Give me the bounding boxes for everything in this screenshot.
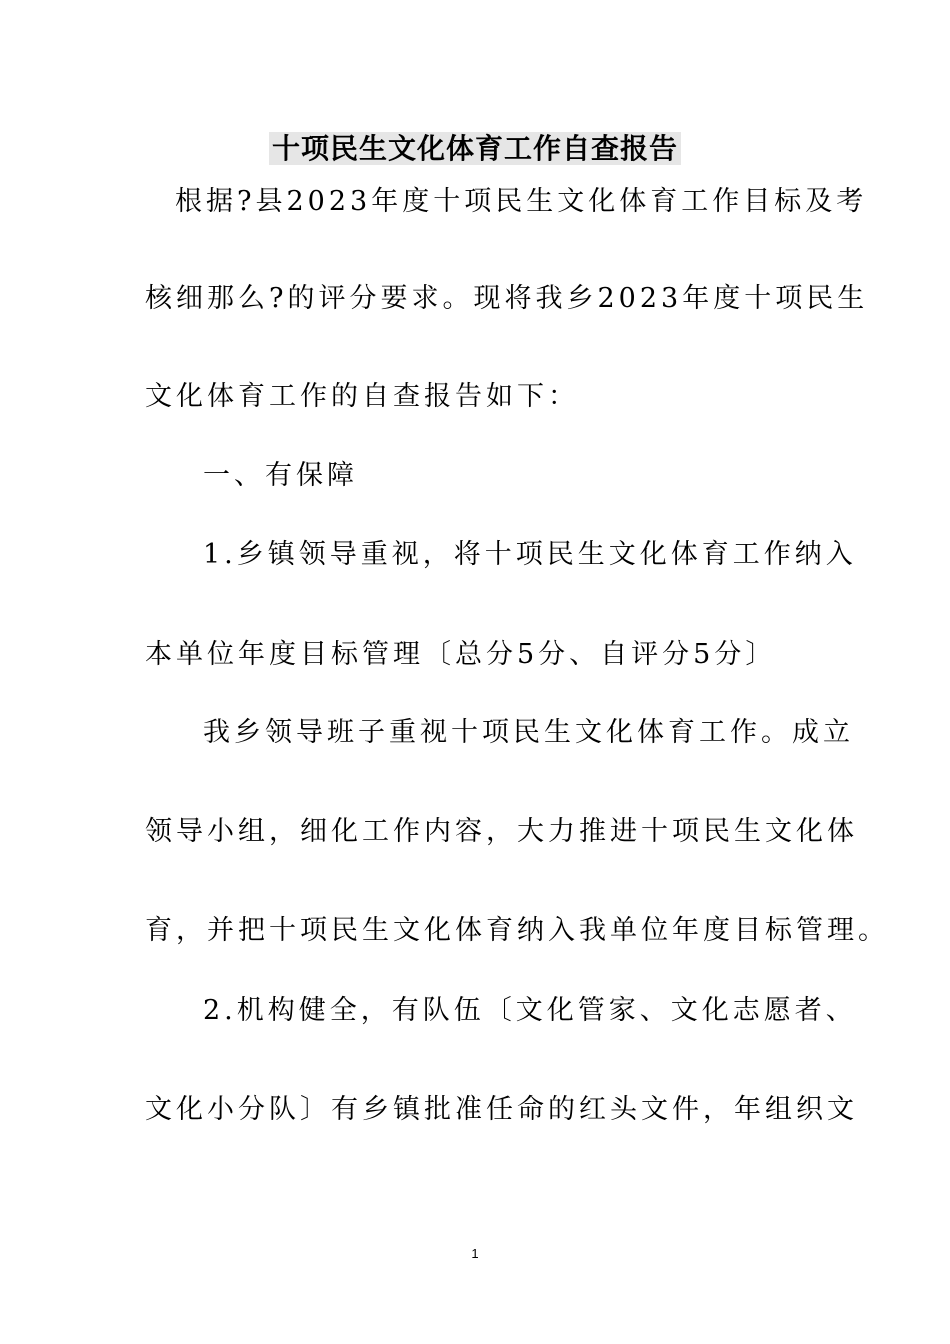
paragraph-line-8: 领导小组，细化工作内容，大力推进十项民生文化体 xyxy=(145,816,858,847)
document-title xyxy=(0,130,950,168)
paragraph-line-3: 文化体育工作的自查报告如下： xyxy=(145,381,579,412)
paragraph-line-7: 我乡领导班子重视十项民生文化体育工作。成立 xyxy=(203,717,854,748)
paragraph-line-11: 文化小分队〕有乡镇批准任命的红头文件，年组织文 xyxy=(145,1094,858,1125)
paragraph-line-2: 核细那么?的评分要求。现将我乡2023年度十项民生 xyxy=(145,283,869,314)
paragraph-line-5: 1.乡镇领导重视，将十项民生文化体育工作纳入 xyxy=(203,539,857,570)
paragraph-line-9: 育，并把十项民生文化体育纳入我单位年度目标管理。 xyxy=(145,915,889,946)
title-text: 十项民生文化体育工作自查报告 xyxy=(269,132,681,165)
page-number: 1 xyxy=(471,1246,479,1261)
section-heading-1: 一、有保障 xyxy=(203,460,358,491)
paragraph-line-6: 本单位年度目标管理〔总分5分、自评分5分〕 xyxy=(145,639,777,670)
paragraph-line-10: 2.机构健全，有队伍〔文化管家、文化志愿者、 xyxy=(203,995,857,1026)
paragraph-line-1: 根据?县2023年度十项民生文化体育工作目标及考 xyxy=(175,186,868,217)
